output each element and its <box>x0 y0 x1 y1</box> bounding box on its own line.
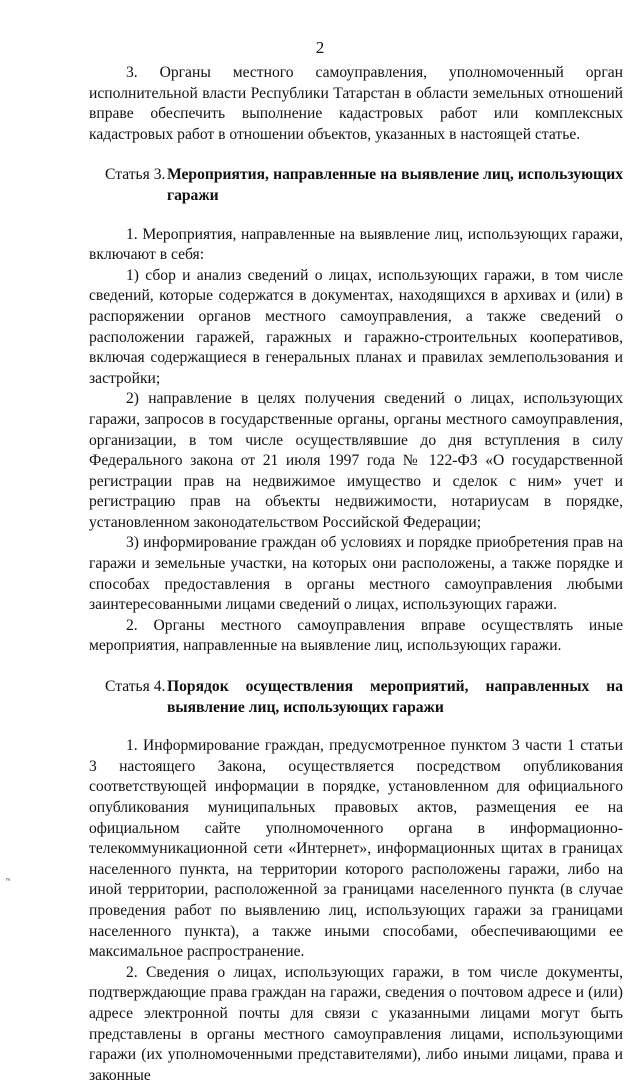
article-label: Статья 4. <box>105 678 166 696</box>
paragraph: 2. Органы местного самоуправления вправе осуществлять иные мероприятия, направленные на выявление лиц, использующих гаражи. <box>89 616 623 655</box>
paragraph: 2) направление в целях получения сведений о лицах, использующих гаражи, запросов в государственные органы, органы местного самоуправления, организации, в том числе осуществлявшие до дня вступления в силу Федерального закона от 21 июля 1997 года № 122-ФЗ «О государственной регистрации прав на недвижимое имущество и сделок с ним» учет и регистрацию прав на объекты недвижимости, нотариусам в порядке, установленном законодательством Российской Федерации; <box>89 390 623 531</box>
paragraph: 1. Информирование граждан, предусмотренное пунктом 3 части 1 статьи 3 настоящего Закона, осуществляется посредством опубликования соответствующей информации в порядке, установленном для официального опубликования муниципальных правовых актов, размещения ее на официальном сайте уполномоченного органа в информационно-телекоммуникационной сети «Интернет», информационных щитах в границах населенного пункта, на территории которого расположены гаражи, либо на иной территории, расположенной за границами населенного пункта (в случае проведения работ по выявлению лиц, использующих гаражи за границами населенного пункта), а также иными способами, обеспечивающими ее максимальное распространение. <box>89 737 623 961</box>
paragraph: 1) сбор и анализ сведений о лицах, использующих гаражи, в том числе сведений, которые содержатся в документах, находящихся в архивах и (или) в распоряжении органов местного самоуправления, а также сведений о расположении гаражей, гаражных и гаражно-строительных кооперативов, включая содержащиеся в генеральных планах и правилах землепользования и застройки; <box>89 266 623 387</box>
page-number: 2 <box>315 38 325 57</box>
article-title: Мероприятия, направленные на выявление лиц, использующих гаражи <box>167 166 623 204</box>
paragraph: 3) информирование граждан об условиях и порядке приобретения прав на гаражи и земельные участки, на которых они расположены, а также порядке и способах предоставления в органы местного самоуправления любыми заинтересованными лицами сведений о лицах, использующих гаражи. <box>89 534 623 614</box>
article-3-heading <box>89 165 623 206</box>
margin-mark: ε <box>4 878 13 882</box>
document-body <box>89 63 623 1086</box>
paragraph: 3. Органы местного самоуправления, уполномоченный орган исполнительной власти Республики Татарстан в области земельных отношений вправе обеспечить выполнение кадастровых работ или комплексных кадастровых работ в отношении объектов, указанных в настоящей статье. <box>89 64 623 143</box>
article-title: Порядок осуществления мероприятий, направленных на выявление лиц, использующих гаражи <box>167 678 623 716</box>
paragraph: 1. Мероприятия, направленные на выявление лиц, использующих гаражи, включают в себя: <box>89 225 623 264</box>
paragraph: 2. Сведения о лицах, использующих гаражи, в том числе документы, подтверждающие права граждан на гаражи, сведения о почтовом адресе и (или) адресе электронной почты для связи с указанными лицами могут быть представлены в органы местного самоуправления лицами, использующими гаражи (их уполномоченными представителями), либо иными лицами, права и законные <box>89 963 623 1084</box>
article-4-heading <box>89 677 623 718</box>
article-label: Статья 3. <box>105 166 166 184</box>
